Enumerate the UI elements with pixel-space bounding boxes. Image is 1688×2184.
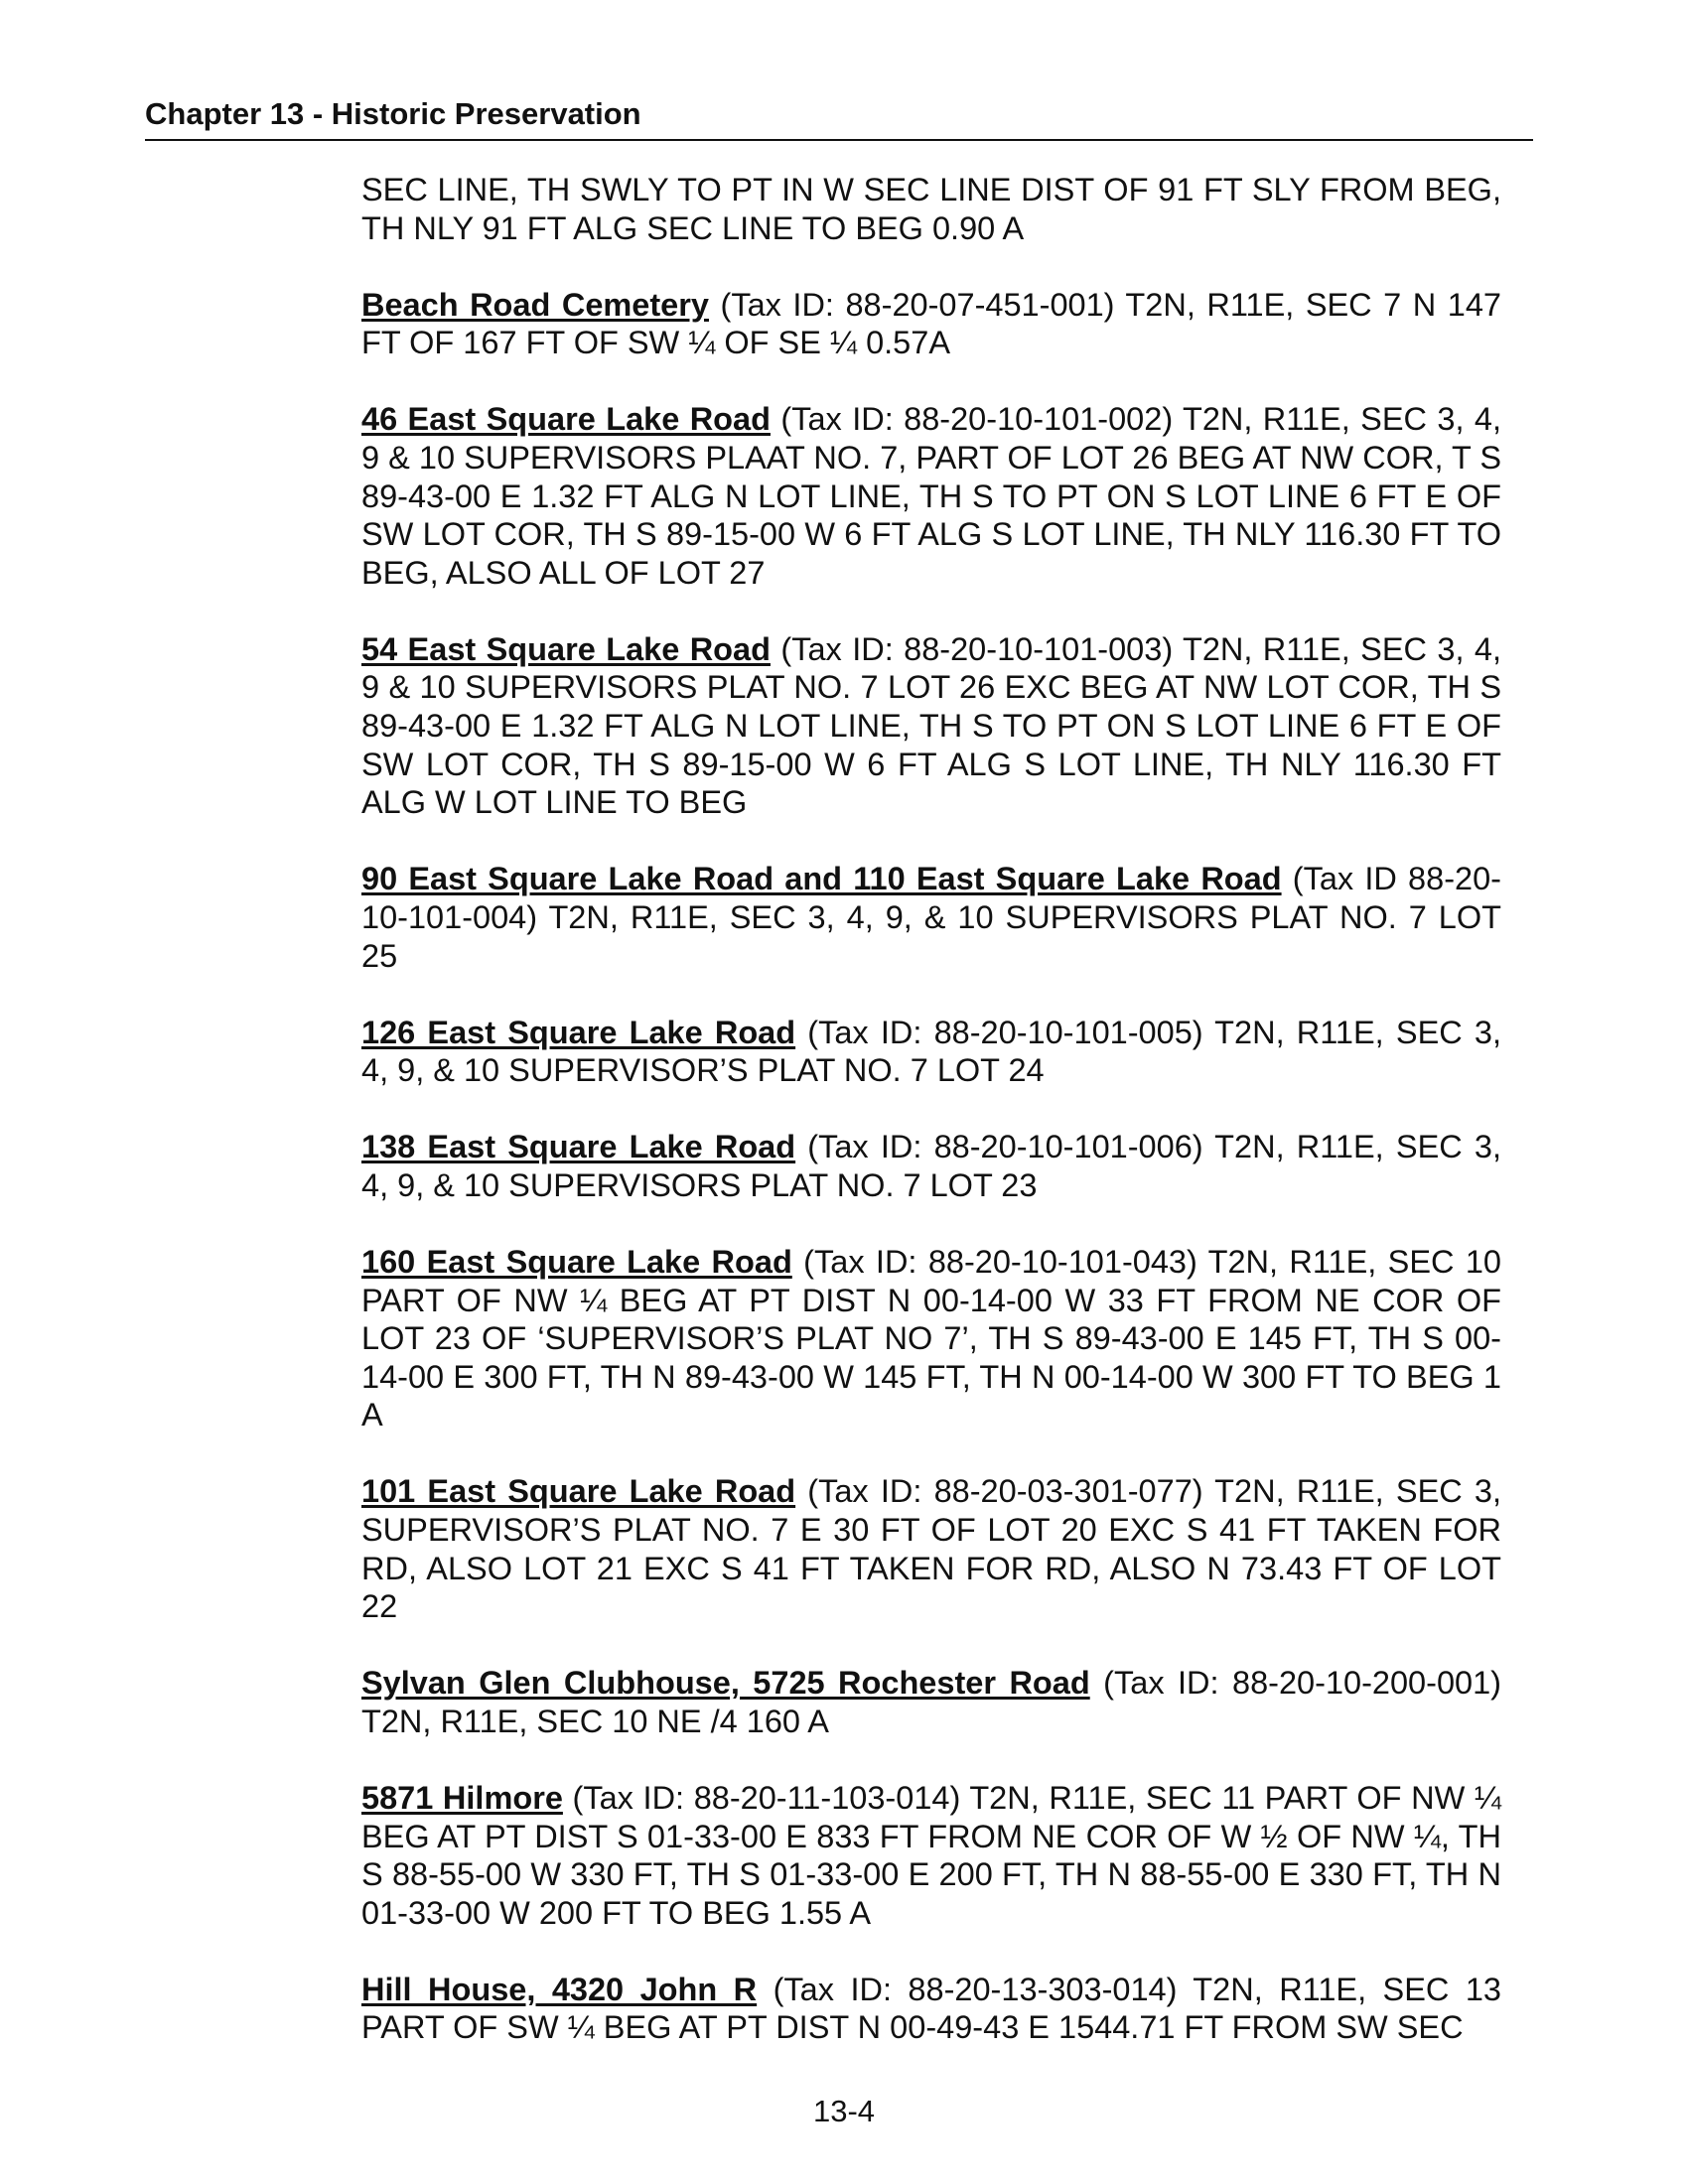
property-description: (Tax ID: 88-20-03-301-077) T2N, R11E, SEC 3, SUPERVISOR’S PLAT NO. 7 E 30 FT OF LOT 20 EXC S 41 FT TAKEN FOR RD, ALSO LOT 21 EXC S 41 FT TAKEN FOR RD, ALSO N 73.43 FT OF LOT 22 bbox=[361, 1473, 1501, 1625]
property-name: 126 East Square Lake Road bbox=[361, 1014, 796, 1050]
property-description: (Tax ID: 88-20-11-103-014) T2N, R11E, SEC 11 PART OF NW ¼ BEG AT PT DIST S 01-33-00 E 833 FT FROM NE COR OF W ½ OF NW ¼, TH S 88-55-00 W 330 FT, TH S 01-33-00 E 200 FT, TH N 88-55-00 E 330 FT, TH N 01-33-00 W 200 FT TO BEG 1.55 A bbox=[361, 1780, 1501, 1931]
property-description: (Tax ID: 88-20-10-101-002) T2N, R11E, SEC 3, 4, 9 & 10 SUPERVISORS PLAAT NO. 7, PART OF LOT 26 BEG AT NW COR, T S 89-43-00 E 1.32 FT ALG N LOT LINE, TH S TO PT ON S LOT LINE 6 FT E OF SW LOT COR, TH S 89-15-00 W 6 FT ALG S LOT LINE, TH NLY 116.30 FT TO BEG, ALSO ALL OF LOT 27 bbox=[361, 401, 1501, 591]
chapter-title: Chapter 13 - Historic Preservation bbox=[145, 96, 641, 131]
property-name: Beach Road Cemetery bbox=[361, 286, 709, 323]
property-description: (Tax ID: 88-20-10-101-006) T2N, R11E, SEC 3, 4, 9, & 10 SUPERVISORS PLAT NO. 7 LOT 23 bbox=[361, 1129, 1501, 1203]
page-header bbox=[145, 95, 1533, 141]
property-entry bbox=[361, 1243, 1501, 1434]
property-name: Hill House, 4320 John R bbox=[361, 1971, 758, 2007]
property-description: (Tax ID: 88-20-10-200-001) T2N, R11E, SEC 10 NE /4 160 A bbox=[361, 1665, 1502, 1739]
property-entry bbox=[361, 400, 1501, 592]
property-entry bbox=[361, 286, 1501, 362]
property-description: (Tax ID: 88-20-10-101-043) T2N, R11E, SEC 10 PART OF NW ¼ BEG AT PT DIST N 00-14-00 W 33 FT FROM NE COR OF LOT 23 OF ‘SUPERVISOR’S PLAT NO 7’, TH S 89-43-00 E 145 FT, TH S 00-14-00 E 300 FT, TH N 89-43-00 W 145 FT, TH N 00-14-00 W 300 FT TO BEG 1 A bbox=[361, 1243, 1501, 1433]
page-number: 13-4 bbox=[812, 2094, 876, 2128]
property-name: 90 East Square Lake Road and 110 East Square Lake Road bbox=[361, 861, 1282, 897]
property-description: SEC LINE, TH SWLY TO PT IN W SEC LINE DIST OF 91 FT SLY FROM BEG, TH NLY 91 FT ALG SEC LINE TO BEG 0.90 A bbox=[361, 172, 1501, 246]
property-entry bbox=[361, 1014, 1501, 1090]
property-name: Sylvan Glen Clubhouse, 5725 Rochester Road bbox=[361, 1665, 1090, 1702]
property-entry bbox=[361, 1664, 1501, 1740]
property-entry bbox=[361, 171, 1501, 247]
property-entry bbox=[361, 1779, 1501, 1932]
property-description: (Tax ID: 88-20-07-451-001) T2N, R11E, SEC 7 N 147 FT OF 167 FT OF SW ¼ OF SE ¼ 0.57A bbox=[361, 286, 1501, 361]
property-entry bbox=[361, 630, 1501, 822]
property-name: 101 East Square Lake Road bbox=[361, 1473, 796, 1510]
property-description: (Tax ID 88-20-10-101-004) T2N, R11E, SEC 3, 4, 9, & 10 SUPERVISORS PLAT NO. 7 LOT 25 bbox=[361, 861, 1501, 974]
property-list bbox=[361, 171, 1501, 2086]
property-name: 160 East Square Lake Road bbox=[361, 1243, 792, 1280]
property-entry bbox=[361, 1128, 1501, 1204]
property-description: (Tax ID: 88-20-10-101-005) T2N, R11E, SEC 3, 4, 9, & 10 SUPERVISOR’S PLAT NO. 7 LOT 24 bbox=[361, 1014, 1501, 1089]
property-description: (Tax ID: 88-20-10-101-003) T2N, R11E, SEC 3, 4, 9 & 10 SUPERVISORS PLAT NO. 7 LOT 26 EXC BEG AT NW LOT COR, TH S 89-43-00 E 1.32 FT ALG N LOT LINE, TH S TO PT ON S LOT LINE 6 FT E OF SW LOT COR, TH S 89-15-00 W 6 FT ALG S LOT LINE, TH NLY 116.30 FT ALG W LOT LINE TO BEG bbox=[361, 630, 1501, 821]
property-entry bbox=[361, 1971, 1501, 2047]
property-name: 46 East Square Lake Road bbox=[361, 401, 771, 438]
property-entry bbox=[361, 860, 1501, 975]
property-name: 5871 Hilmore bbox=[361, 1780, 563, 1816]
property-entry bbox=[361, 1472, 1501, 1625]
property-name: 138 East Square Lake Road bbox=[361, 1129, 796, 1165]
property-name: 54 East Square Lake Road bbox=[361, 630, 771, 667]
property-description: (Tax ID: 88-20-13-303-014) T2N, R11E, SEC 13 PART OF SW ¼ BEG AT PT DIST N 00-49-43 E 1544.71 FT FROM SW SEC bbox=[361, 1971, 1501, 2046]
